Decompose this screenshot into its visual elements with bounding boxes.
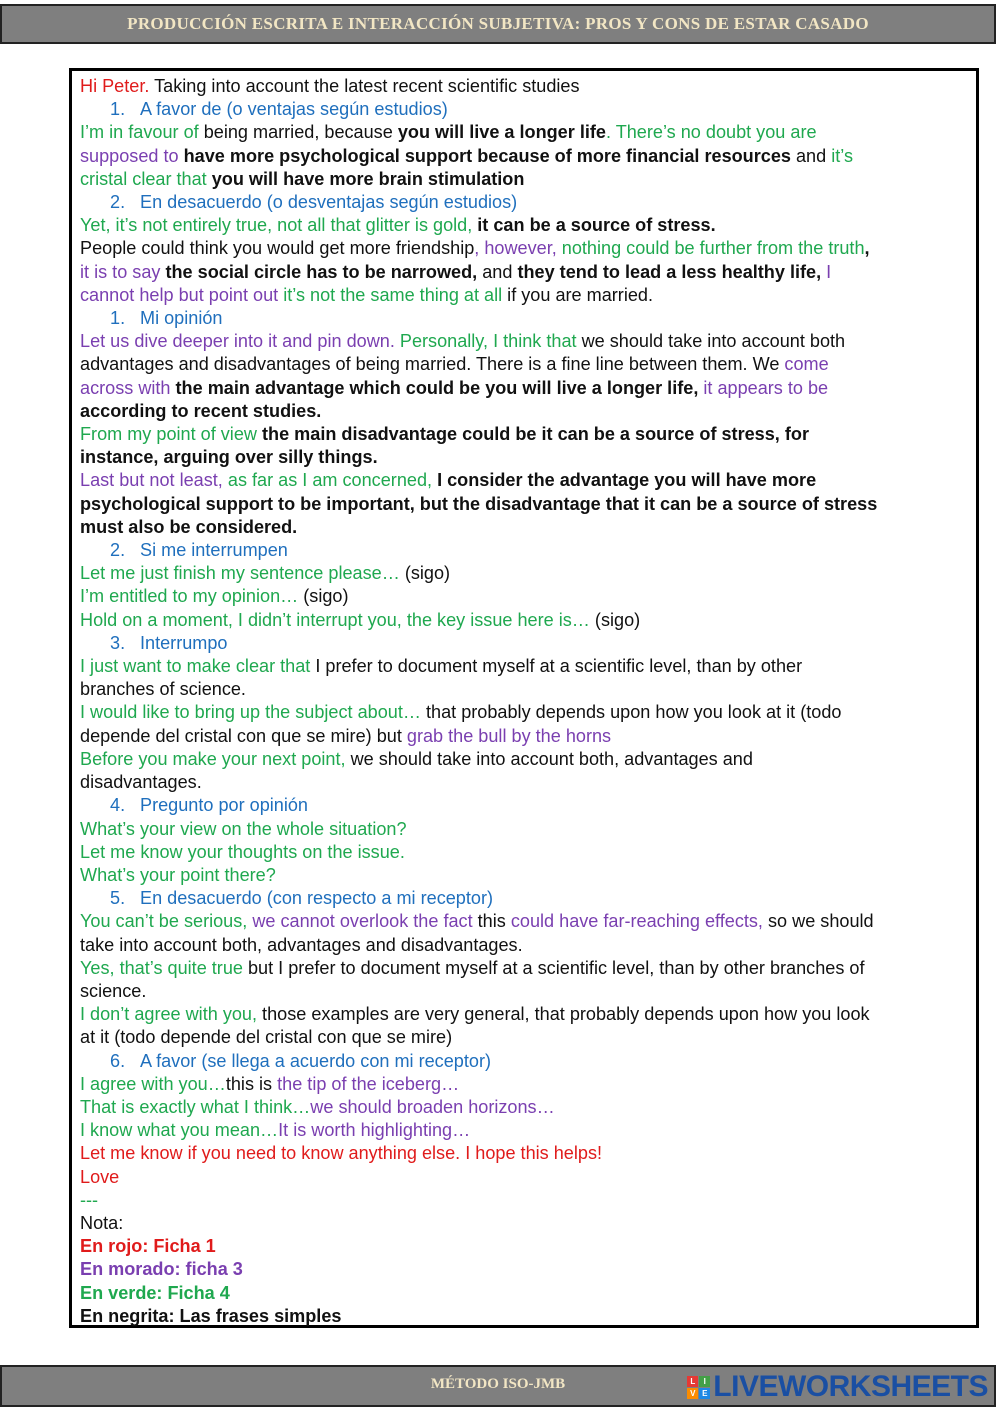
text-segment: this is xyxy=(225,1073,278,1094)
text-segment: supposed to xyxy=(80,145,184,166)
body xyxy=(80,562,968,585)
text-segment: could have far-reaching effects, xyxy=(510,911,763,932)
text-segment: Love xyxy=(80,1166,120,1187)
logo-letter: I xyxy=(699,1376,710,1387)
list-number: 2. xyxy=(110,540,126,561)
body xyxy=(80,330,968,353)
text-segment: Pregunto por opinión xyxy=(140,795,308,816)
text-segment: cannot help but point out xyxy=(80,284,284,305)
text-segment: Interrumpo xyxy=(140,632,228,653)
text-segment: it appears to be xyxy=(698,377,829,398)
body xyxy=(80,818,968,841)
body xyxy=(80,1096,968,1119)
text-segment: Yes, that’s quite true xyxy=(80,957,243,978)
body xyxy=(80,701,968,724)
text-segment: advantages and disadvantages of being married. There is a fine line between them. We xyxy=(80,354,785,375)
text-segment: so we should xyxy=(762,911,874,932)
body xyxy=(80,121,968,144)
text-segment: En rojo: Ficha 1 xyxy=(80,1236,216,1257)
text-segment: the tip of the iceberg… xyxy=(277,1073,460,1094)
text-segment: it’s not the same thing at all xyxy=(283,284,503,305)
text-segment: according to recent studies. xyxy=(80,400,322,421)
text-segment: science. xyxy=(80,980,147,1001)
body xyxy=(80,493,968,516)
body xyxy=(80,377,968,400)
heading-en-desacuerdo-receptor xyxy=(80,887,968,910)
body xyxy=(80,934,968,957)
list-number: 5. xyxy=(110,888,126,909)
text-segment: I would like to bring up the subject about… xyxy=(80,702,421,723)
text-segment: come xyxy=(784,354,829,375)
text-segment: Yet, it’s not entirely true, not all that glitter is gold, xyxy=(80,215,478,236)
text-segment: Before you make your next point, xyxy=(80,748,351,769)
text-segment: , xyxy=(864,238,870,259)
text-segment: depende del cristal con que se mire) but xyxy=(80,725,407,746)
text-segment: I agree with you… xyxy=(80,1073,226,1094)
text-segment: they tend to lead a less healthy life, xyxy=(517,261,822,282)
text-box xyxy=(69,68,979,1328)
text-segment: Hold on a moment, I didn’t interrupt you, the key issue here is… xyxy=(80,609,590,630)
text-segment: Si me interrumpen xyxy=(140,540,288,561)
text-segment: it can be a source of stress. xyxy=(477,215,716,236)
text-segment: En desacuerdo (o desventajas según estudios) xyxy=(140,192,518,213)
logo-letter: V xyxy=(687,1388,698,1399)
heading-a-favor xyxy=(80,98,968,121)
header-bar xyxy=(0,4,996,44)
body xyxy=(80,609,968,632)
text-segment: (sigo) xyxy=(298,586,349,607)
list-number: 4. xyxy=(110,795,126,816)
text-segment: have more psychological support because of more financial resources xyxy=(183,145,791,166)
text-segment: it’s xyxy=(831,145,854,166)
text-segment: the social circle has to be narrowed, xyxy=(165,261,478,282)
footer-bar xyxy=(0,1365,996,1407)
text-segment: You can’t be serious, xyxy=(80,911,253,932)
note-purple xyxy=(80,1258,968,1281)
text-segment: , however, xyxy=(474,238,562,259)
body xyxy=(80,771,968,794)
heading-en-desacuerdo xyxy=(80,191,968,214)
body xyxy=(80,168,968,191)
closing xyxy=(80,1142,968,1165)
body xyxy=(80,748,968,771)
body xyxy=(80,237,968,260)
list-number: 6. xyxy=(110,1050,126,1071)
text-segment: En negrita: Las frases simples xyxy=(80,1305,342,1326)
text-segment: you will have more brain stimulation xyxy=(211,168,525,189)
note-bold xyxy=(80,1305,968,1328)
text-segment: Let me know if you need to know anything else. I hope this helps! xyxy=(80,1143,603,1164)
text-segment: Let me know your thoughts on the issue. xyxy=(80,841,405,862)
text-segment: must also be considered. xyxy=(80,516,298,537)
text-segment: That is exactly what I think… xyxy=(80,1096,311,1117)
text-segment: --- xyxy=(80,1189,99,1210)
list-number: 2. xyxy=(110,192,126,213)
text-segment: you will live a longer life xyxy=(397,122,606,143)
text-segment: this xyxy=(472,911,511,932)
text-segment: Mi opinión xyxy=(140,308,223,329)
greeting xyxy=(80,75,968,98)
liveworksheets-logo-icon xyxy=(687,1376,710,1399)
text-segment: I xyxy=(821,261,832,282)
text-segment: It is worth highlighting… xyxy=(278,1120,471,1141)
text-segment: A favor (se llega a acuerdo con mi receptor) xyxy=(140,1050,491,1071)
text-segment: grab the bull by the horns xyxy=(406,725,612,746)
text-segment: being married, because xyxy=(198,122,398,143)
text-segment: (sigo) xyxy=(589,609,641,630)
body xyxy=(80,1119,968,1142)
text-segment: but I prefer to document myself at a scientific level, than by other branches of xyxy=(242,957,865,978)
body xyxy=(80,910,968,933)
liveworksheets-brand[interactable] xyxy=(687,1370,988,1404)
text-segment: the main disadvantage could be it can be a source of stress, for xyxy=(262,424,809,445)
note-red xyxy=(80,1235,968,1258)
text-segment: Let us dive deeper into it and pin down. xyxy=(80,331,400,352)
text-segment: across with xyxy=(80,377,176,398)
text-segment: branches of science. xyxy=(80,679,246,700)
text-segment: I prefer to document myself at a scientific level, than by other xyxy=(310,656,803,677)
heading-pregunto xyxy=(80,794,968,817)
body xyxy=(80,446,968,469)
text-segment: as far as I am concerned, xyxy=(227,470,438,491)
body xyxy=(80,214,968,237)
body xyxy=(80,469,968,492)
text-segment: at it (todo depende del cristal con que se mire) xyxy=(80,1027,453,1048)
text-segment: it is to say xyxy=(80,261,166,282)
list-number: 1. xyxy=(110,308,126,329)
brand-name: LIVEWORKSHEETS xyxy=(713,1370,988,1403)
text-segment: En verde: Ficha 4 xyxy=(80,1282,230,1303)
text-segment: People could think you would get more friendship xyxy=(80,238,475,259)
text-segment: we should take into account both, advantages and xyxy=(350,748,753,769)
body xyxy=(80,284,968,307)
text-segment: if you are married. xyxy=(502,284,653,305)
text-segment: we cannot overlook the fact xyxy=(252,911,473,932)
logo-letter: L xyxy=(687,1376,698,1387)
page-title: PRODUCCIÓN ESCRITA E INTERACCIÓN SUBJETIVA: PROS Y CONS DE ESTAR CASADO xyxy=(127,14,869,33)
text-segment: From my point of view xyxy=(80,424,262,445)
text-segment: nothing could be further from the truth xyxy=(561,238,865,259)
body xyxy=(80,353,968,376)
text-segment: A favor de (o ventajas según estudios) xyxy=(140,99,448,120)
text-segment: those examples are very general, that probably depends upon how you look xyxy=(257,1004,870,1025)
body xyxy=(80,400,968,423)
heading-si-me-interrumpen xyxy=(80,539,968,562)
text-segment: . There’s no doubt you are xyxy=(605,122,817,143)
text-segment: I know what you mean… xyxy=(80,1120,279,1141)
body xyxy=(80,980,968,1003)
text-segment: Last but not least, xyxy=(80,470,228,491)
body xyxy=(80,145,968,168)
body xyxy=(80,655,968,678)
text-segment: and xyxy=(477,261,518,282)
body xyxy=(80,678,968,701)
text-segment: instance, arguing over silly things. xyxy=(80,447,378,468)
text-segment: disadvantages. xyxy=(80,772,202,793)
text-segment: cristal clear that xyxy=(80,168,212,189)
text-segment: we should broaden horizons… xyxy=(310,1096,555,1117)
body xyxy=(80,1073,968,1096)
text-segment: I just want to make clear that xyxy=(80,656,311,677)
text-segment: we should take into account both xyxy=(576,331,846,352)
text-segment: En desacuerdo (con respecto a mi receptor) xyxy=(140,888,494,909)
text-segment: Let me just finish my sentence please… xyxy=(80,563,400,584)
text-segment: Nota: xyxy=(80,1212,124,1233)
note-title xyxy=(80,1212,968,1235)
logo-letter: E xyxy=(699,1388,710,1399)
list-number: 1. xyxy=(110,99,126,120)
text-segment: What’s your view on the whole situation? xyxy=(80,818,407,839)
text-segment: take into account both, advantages and disadvantages. xyxy=(80,934,523,955)
text-segment: En morado: ficha 3 xyxy=(80,1259,243,1280)
text-segment: Taking into account the latest recent scientific studies xyxy=(149,76,580,96)
heading-a-favor-receptor xyxy=(80,1050,968,1073)
text-segment: (sigo) xyxy=(399,563,451,584)
body xyxy=(80,261,968,284)
list-number: 3. xyxy=(110,632,126,653)
body xyxy=(80,423,968,446)
text-segment: that probably depends upon how you look at it (todo xyxy=(420,702,842,723)
heading-mi-opinion xyxy=(80,307,968,330)
body xyxy=(80,841,968,864)
text-segment: I consider the advantage you will have more xyxy=(437,470,817,491)
body xyxy=(80,864,968,887)
body xyxy=(80,957,968,980)
footer-title: MÉTODO ISO-JMB xyxy=(430,1376,566,1392)
note-green xyxy=(80,1282,968,1305)
body xyxy=(80,725,968,748)
text-segment: Hi Peter. xyxy=(80,76,150,96)
text-segment: the main advantage which could be you will live a longer life, xyxy=(175,377,699,398)
text-segment: psychological support to be important, but the disadvantage that it can be a source of stress xyxy=(80,493,878,514)
body xyxy=(80,1026,968,1049)
text-segment: and xyxy=(790,145,832,166)
body xyxy=(80,1003,968,1026)
body xyxy=(80,585,968,608)
text-segment: I’m in favour of xyxy=(80,122,199,143)
body xyxy=(80,516,968,539)
text-segment: I don’t agree with you, xyxy=(80,1004,258,1025)
heading-interrumpo xyxy=(80,632,968,655)
text-segment: Personally, I think that xyxy=(399,331,577,352)
text-segment: I’m entitled to my opinion… xyxy=(80,586,299,607)
closing xyxy=(80,1166,968,1189)
text-segment: What’s your point there? xyxy=(80,864,276,885)
separator xyxy=(80,1189,968,1212)
